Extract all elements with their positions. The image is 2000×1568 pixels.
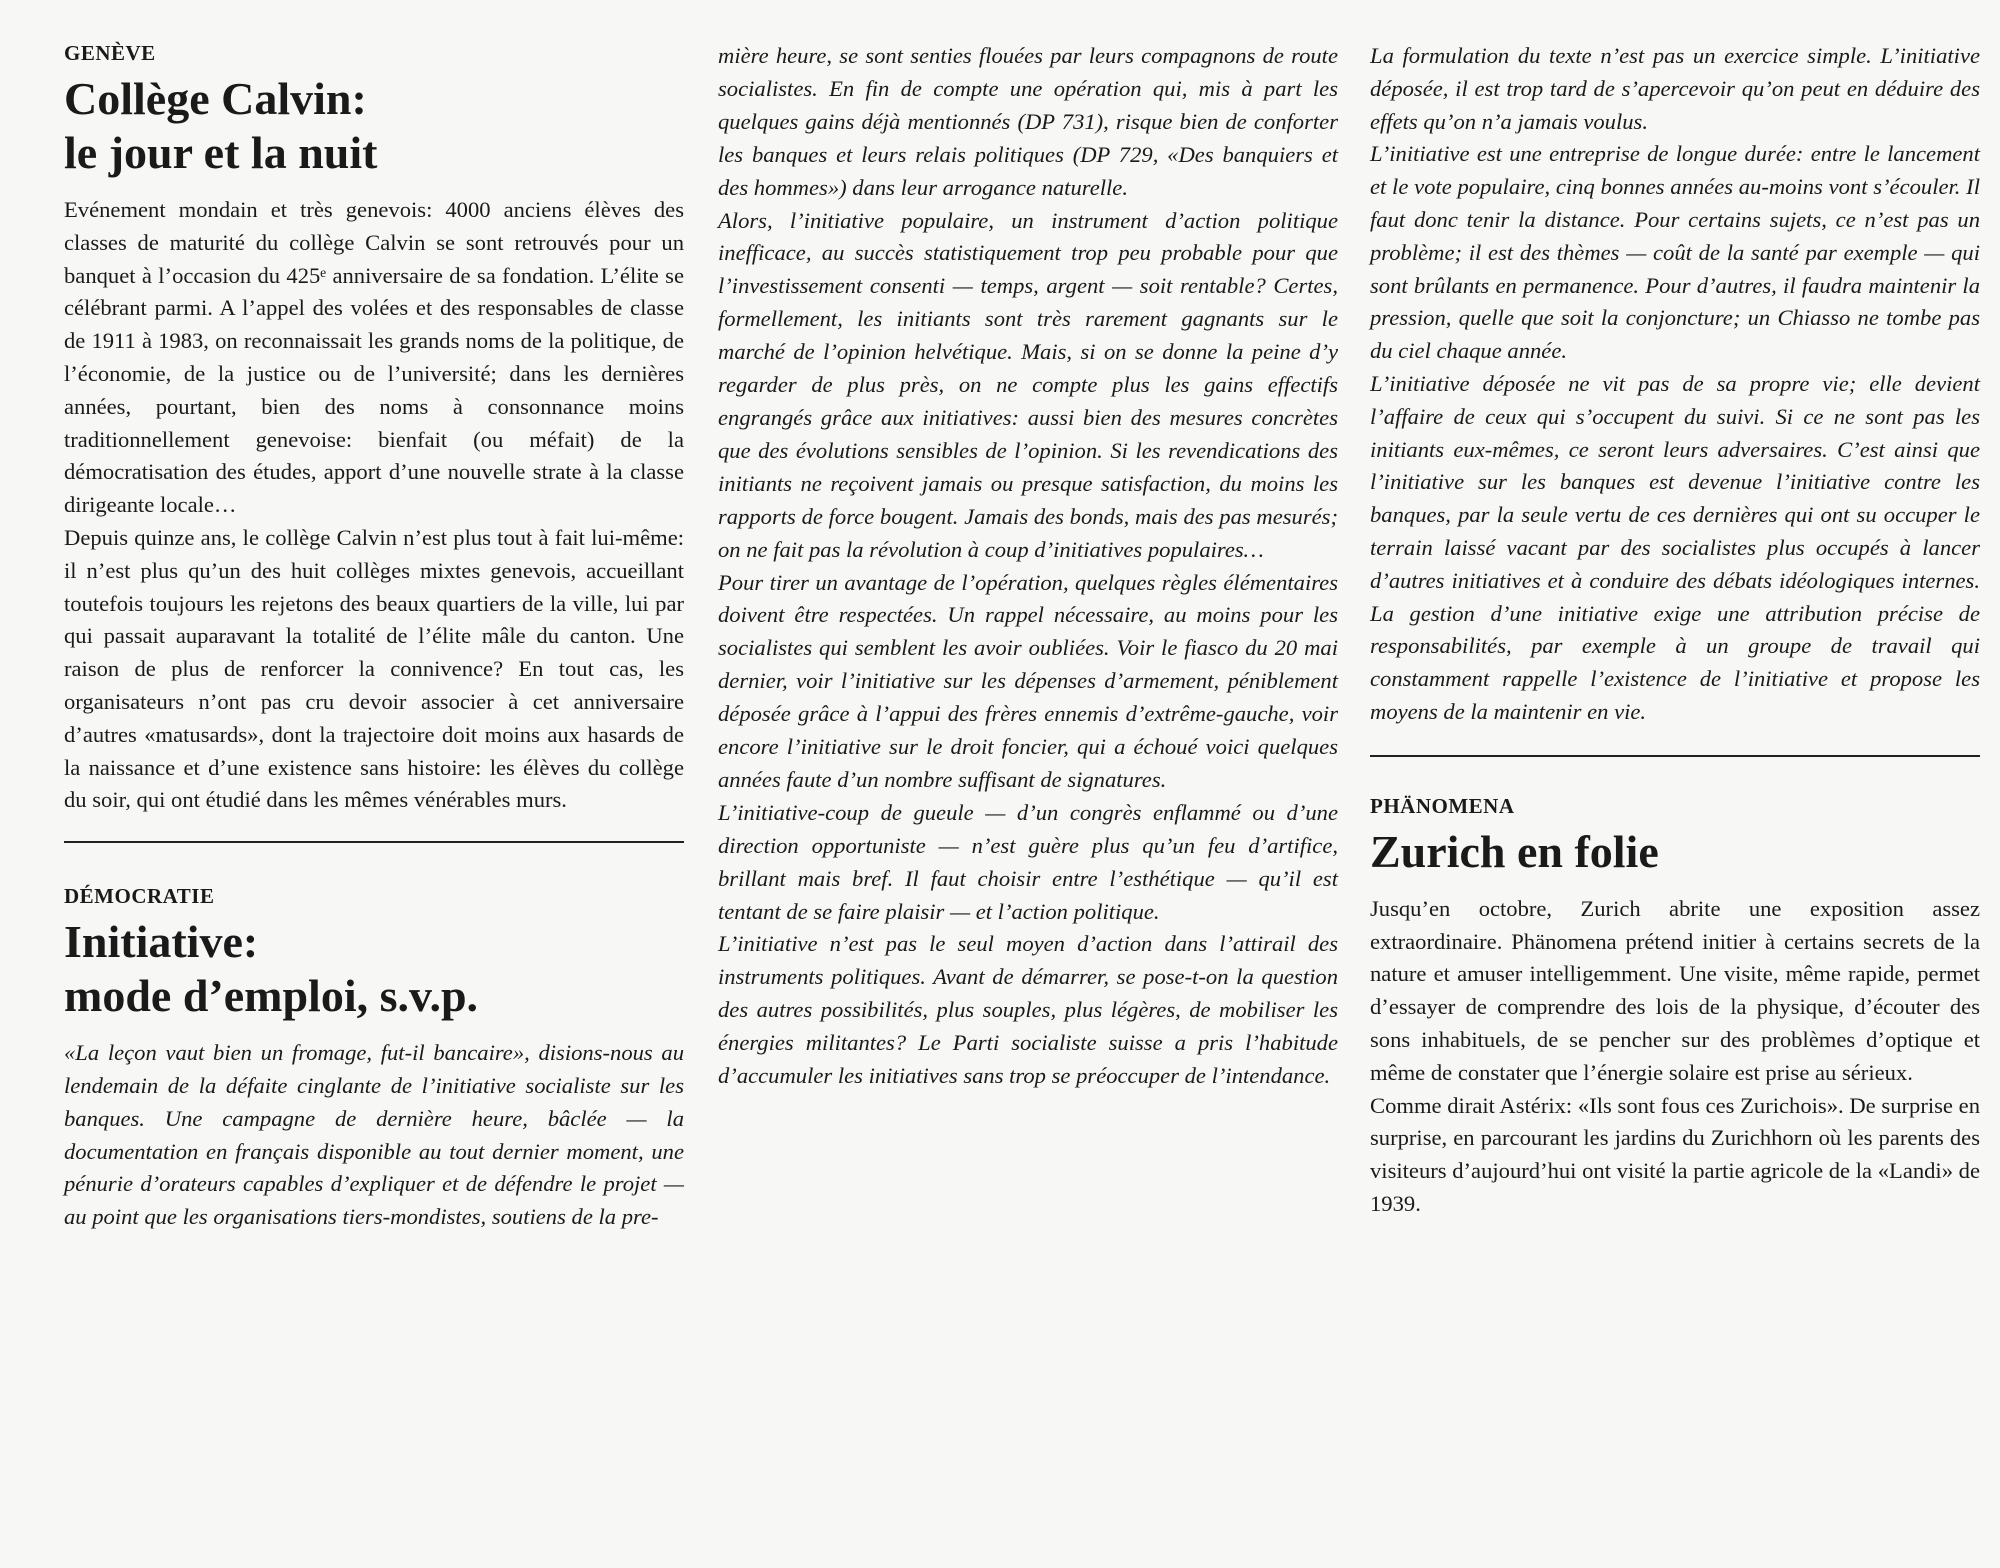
headline-democratie-line-2: mode d’emploi, s.v.p.: [64, 970, 479, 1022]
paragraph: Pour tirer un avantage de l’opération, quelques règles élémentaires doivent être respectées. Un rappel nécessaire, au moins pour les socialistes qui semblent les avoir oubliées. Voir le fiasco du 20 mai dernier, voir l’initiative sur les dépenses d’armement, péniblement déposée grâce à l’appui des frères ennemis d’extrême-gauche, voir encore l’initiative sur le droit foncier, qui a échoué voici quelques années faute d’un nombre suffisant de signatures.: [718, 569, 1338, 792]
section-kicker-phanomena: PHÄNOMENA: [1370, 793, 1515, 818]
paragraph: L’initiative n’est pas le seul moyen d’action dans l’attirail des instruments politiques. Avant de démarrer, se pose-t-on la question des autres possibilités, plus souples, plus légères, de mobiliser les énergies militantes? Le Parti socialiste suisse a pris l’habitude d’accumuler les initiatives sans trop se préoccuper de l’intendance.: [718, 931, 1338, 1089]
article-body-geneve: [64, 194, 684, 817]
paragraph: L’initiative est une entreprise de longue durée: entre le lancement et le vote populaire, cinq bonnes années au-moins vont s’écouler. Il faut donc tenir la distance. Pour certains sujets, ce n’est pas un problème; il est des thèmes — coût de la santé par exemple — qui sont brûlants en permanence. Pour d’autres, il faudra maintenir la pression, quelle que soit la conjoncture; un Chiasso ne tombe pas du ciel chaque année.: [1370, 141, 1980, 364]
paragraph: «La leçon vaut bien un fromage, fut-il bancaire», disions-nous au lendemain de la défaite cinglante de l’initiative socialiste sur les banques. Une campagne de dernière heure, bâclée — la documentation en français disponible au tout dernier moment, une pénurie d’orateurs capables d’expliquer et de défendre le projet — au point que les organisations tiers-mondistes, soutiens de la pre-: [64, 1040, 684, 1230]
paragraph: L’initiative déposée ne vit pas de sa propre vie; elle devient l’affaire de ceux qui s’occupent du suivi. Si ce ne sont pas les initiants eux-mêmes, ce seront leurs adversaires. C’est ainsi que l’initiative sur les banques est devenue l’initiative contre les banques, par la seule vertu de ces dernières qui ont su occuper le terrain laissé vacant par des socialistes plus occupés à lancer d’autres initiatives et à conduire des débats idéologiques internes. La gestion d’une initiative exige une attribution précise de responsabilités, par exemple à un groupe de travail qui constamment rappelle l’existence de l’initiative et propose les moyens de la maintenir en vie.: [1370, 370, 1980, 724]
section-kicker-geneve: GENÈVE: [64, 41, 156, 65]
headline-democratie-line-1: Initiative:: [64, 916, 259, 968]
article-body-democratie-part-2: [718, 40, 1338, 1093]
column-2: [718, 40, 1338, 1093]
article-body-phanomena: [1370, 893, 1980, 1221]
paragraph: Alors, l’initiative populaire, un instrument d’action politique inefficace, au succès statistiquement trop peu probable pour que l’investissement consenti — temps, argent — soit rentable? Certes, formellement, les initiants sont très rarement gagnants sur le marché de l’opinion helvétique. Mais, si on se donne la peine d’y regarder de plus près, on ne compte plus les gains effectifs engrangés grâce aux initiatives: aussi bien des mesures concrètes que des évolutions sensibles de l’opinion. Si les revendications des initiants ne reçoivent jamais ou presque satisfaction, du moins les rapports de force bougent. Jamais des bonds, mais des pas mesurés; on ne fait pas la révolution à coup d’initiatives populaires…: [718, 207, 1338, 562]
paragraph: Depuis quinze ans, le collège Calvin n’est plus tout à fait lui-même: il n’est plus qu’un des huit collèges mixtes genevois, accueillant toutefois toujours les rejetons des beaux quartiers de la ville, lui par qui passait auparavant la totalité de l’élite mâle du canton. Une raison de plus de renforcer la connivence? En tout cas, les organisateurs n’ont pas cru devoir associer à cet anniversaire d’autres «matusards», dont la trajectoire doit moins aux hasards de la naissance et d’une existence sans histoire: les élèves du collège du soir, qui ont étudié dans les mêmes vénérables murs.: [64, 524, 684, 813]
section-kicker-democratie: DÉMOCRATIE: [64, 884, 215, 909]
headline-geneve-line-1: Collège Calvin:: [64, 73, 367, 124]
paragraph: L’initiative-coup de gueule — d’un congrès enflammé ou d’une direction opportuniste — n’est guère plus qu’un feu d’artifice, brillant mais bref. Il faut choisir entre l’esthétique — qu’il est tentant de se faire plaisir — et l’action politique.: [718, 799, 1338, 924]
column-1: [64, 40, 684, 1234]
paragraph: Jusqu’en octobre, Zurich abrite une exposition assez extraordinaire. Phänomena prétend initier à certains secrets de la nature et amuser intelligemment. Une visite, même rapide, permet d’essayer de comprendre des lois de la physique, d’écouter des sons inhabituels, de se pencher sur des problèmes d’optique et même de constater que l’énergie solaire est prise au sérieux.: [1370, 895, 1980, 1085]
headline-phanomena: Zurich en folie: [1370, 825, 1659, 877]
paragraph: Comme dirait Astérix: «Ils sont fous ces Zurichois». De surprise en surprise, en parcourant les jardins du Zurichhorn où les parents des visiteurs d’aujourd’hui ont visité la partie agricole de la «Landi» de 1939.: [1370, 1092, 1980, 1216]
paragraph: Evénement mondain et très genevois: 4000 anciens élèves des classes de maturité du collège Calvin se sont retrouvés pour un banquet à l’occasion du 425ᵉ anniversaire de sa fondation. L’élite se célébrant parmi. A l’appel des volées et des responsables de classe de 1911 à 1983, on reconnaissait les grands noms de la politique, de l’économie, de la justice ou de l’université; dans les dernières années, pourtant, bien des noms à consonnance moins traditionnellement genevoise: bienfait (ou méfait) de la démocratisation des études, apport d’une nouvelle strate à la classe dirigeante locale…: [64, 197, 684, 518]
section-divider: [64, 841, 684, 843]
paragraph: mière heure, se sont senties flouées par leurs compagnons de route socialistes. En fin de compte une opération qui, mis à part les quelques gains déjà mentionnés (DP 731), risque bien de conforter les banques et leurs relais politiques (DP 729, «Des banquiers et des hommes») dans leur arrogance naturelle.: [718, 43, 1338, 200]
headline-democratie: [64, 915, 684, 1023]
column-3: [1370, 40, 1980, 1221]
headline-geneve: [64, 72, 684, 180]
section-divider: [1370, 755, 1980, 757]
article-body-democratie-part-3: [1370, 40, 1980, 729]
headline-geneve-line-2: le jour et la nuit: [64, 127, 378, 178]
article-body-democratie-part-1: [64, 1037, 684, 1234]
paragraph: La formulation du texte n’est pas un exercice simple. L’initiative déposée, il est trop tard de s’apercevoir qu’on peut en déduire des effets qu’on n’a jamais voulus.: [1370, 43, 1980, 134]
